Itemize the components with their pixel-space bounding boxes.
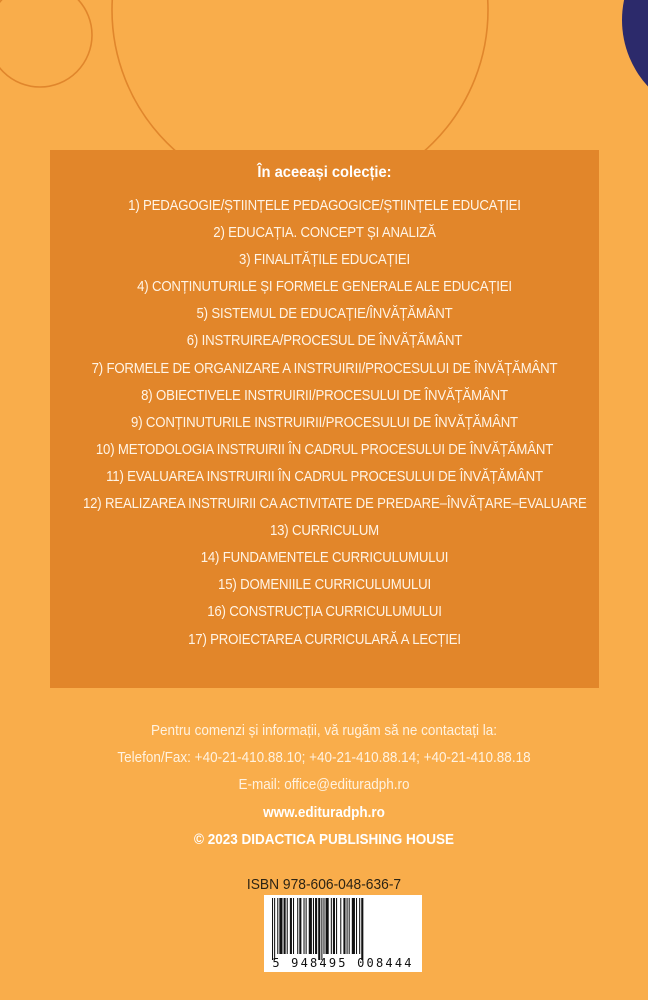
barcode-bar [277,898,278,954]
collection-item: 8) OBIECTIVELE INSTRUIRII/PROCESULUI DE ÎNVĂȚĂMÂNT [141,386,508,404]
barcode-bar [349,898,350,954]
contact-intro: Pentru comenzi și informații, vă rugăm să ne contactați la: [151,722,497,739]
collection-item: 11) EVALUAREA INSTRUIRII ÎN CADRUL PROCESULUI DE ÎNVĂȚĂMÂNT [106,467,543,485]
barcode-bar [352,898,355,954]
barcode-bar [272,898,273,960]
website-link[interactable]: www.edituradph.ro [263,803,385,821]
collection-item: 17) PROIECTAREA CURRICULARĂ A LECȚIEI [188,630,461,648]
collection-item: 10) METODOLOGIA INSTRUIRII ÎN CADRUL PROCESULUI DE ÎNVĂȚĂMÂNT [95,440,554,458]
barcode-bar [333,898,335,954]
copyright: © 2023 DIDACTICA PUBLISHING HOUSE [194,830,454,848]
contact-email: E-mail: office@edituradph.ro [238,776,410,794]
collection-item: 5) SISTEMUL DE EDUCAȚIE/ÎNVĂȚĂMÂNT [196,305,453,323]
collection-item: 13) CURRICULUM [269,522,380,540]
collection-item: 16) CONSTRUCȚIA CURRICULUMULUI [207,603,442,621]
barcode-bar [361,898,363,960]
barcode-bar [297,898,298,954]
collection-panel [50,150,599,688]
collection-item: 2) EDUCAȚIA. CONCEPT ȘI ANALIZĂ [213,224,436,242]
barcode-bar [284,898,286,954]
barcode-bar [274,898,275,960]
barcode-bar [336,898,337,954]
collection-item: 15) DOMENIILE CURRICULUMULUI [218,576,431,594]
barcode-digits: 5 948495 008444 [272,956,414,970]
collection-item: 7) FORMELE DE ORGANIZARE A INSTRUIRII/PROCESULUI DE ÎNVĂȚĂMÂNT [91,359,558,377]
collection-item: 6) INSTRUIREA/PROCESUL DE ÎNVĂȚĂMÂNT [186,332,463,350]
barcode-bar [309,898,312,954]
barcode-bar [347,898,348,954]
decorative-circle-small [0,0,92,87]
collection-item: 12) REALIZAREA INSTRUIRII CA ACTIVITATE DE PREDARE–ÎNVĂȚARE–EVALUARE [82,495,587,513]
contact-block [0,717,648,853]
isbn-label: ISBN 978-606-048-636-7 [246,876,402,893]
barcode-bar [306,898,307,954]
navy-semicircle [622,0,648,118]
barcode-bar [323,898,324,954]
barcode-bar [290,898,292,954]
barcode-bar [321,898,322,960]
collection-item: 9) CONȚINUTURILE INSTRUIRII/PROCESULUI DE ÎNVĂȚĂMÂNT [131,413,518,431]
collection-item: 1) PEDAGOGIE/ȘTIINȚELE PEDAGOGICE/ȘTIINȚELE EDUCAȚIEI [128,197,521,214]
barcode-bar [304,898,305,954]
barcode-bar [279,898,282,954]
collection-list [50,192,599,653]
barcode-bar [287,898,288,954]
barcode-bar [340,898,341,954]
barcode-bar [359,898,360,954]
barcode-bar [343,898,345,954]
contact-phone: Telefon/Fax: +40-21-410.88.10; +40-21-410.88.14; +40-21-410.88.18 [117,749,531,767]
barcode-bar [331,898,332,954]
collection-title: În aceeași colecție: [257,164,392,181]
barcode-bar [313,898,314,954]
barcode-bar [356,898,357,954]
barcode [264,895,422,972]
barcode-bar [315,898,317,954]
barcode-bar [326,898,329,954]
collection-item: 14) FUNDAMENTELE CURRICULUMULUI [200,549,449,567]
collection-item: 4) CONȚINUTURILE ȘI FORMELE GENERALE ALE EDUCAȚIEI [137,278,512,296]
barcode-bar [318,898,320,960]
collection-item: 3) FINALITĂȚILE EDUCAȚIEI [239,251,410,269]
barcode-bar [293,898,294,954]
barcode-bar [299,898,301,954]
